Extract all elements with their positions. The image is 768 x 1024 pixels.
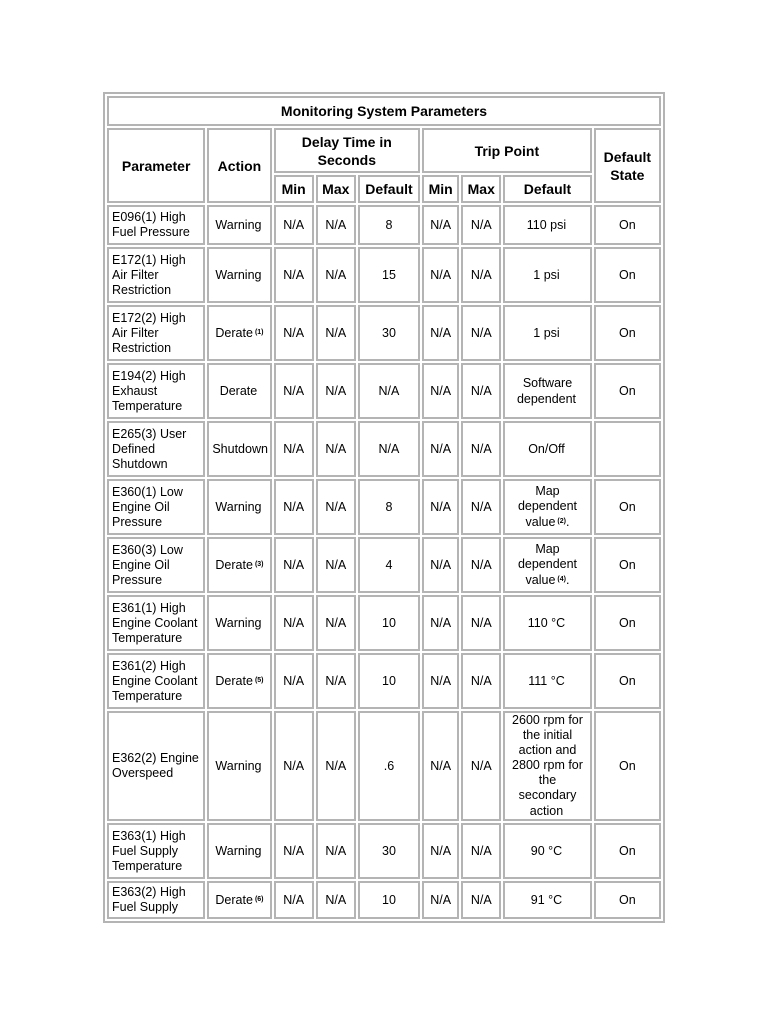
trip-default-text: 111 °C [528,674,565,688]
delay-max-cell: N/A [316,823,356,879]
delay-default-cell: 10 [358,595,420,651]
parameter-cell: E363(2) High Fuel Supply [107,881,205,919]
action-cell [207,421,271,477]
trip-min-cell: N/A [422,881,459,919]
delay-max-cell: N/A [316,537,356,593]
default-state-cell: On [594,653,661,709]
trip-default-cell [503,421,591,477]
trip-default-cell [503,653,591,709]
action-text: Warning [215,616,262,630]
delay-min-cell: N/A [274,881,314,919]
delay-default-cell: N/A [358,421,420,477]
table-row [107,711,661,821]
header-trip-min: Min [422,175,459,203]
header-trip-default: Default [503,175,591,203]
delay-max-cell: N/A [316,363,356,419]
trip-max-cell: N/A [461,363,501,419]
monitoring-parameters-table [103,92,665,923]
trip-default-cell [503,595,591,651]
parameter-cell: E172(1) High Air Filter Restriction [107,247,205,303]
action-text: Derate [215,893,253,907]
trip-max-cell: N/A [461,479,501,535]
table-row [107,205,661,245]
action-text: Shutdown [212,442,268,456]
trip-min-cell: N/A [422,247,459,303]
trip-min-cell: N/A [422,363,459,419]
trip-default-text: Map dependent value [517,542,578,587]
trip-min-cell: N/A [422,595,459,651]
delay-default-cell: .6 [358,711,420,821]
table-row [107,363,661,419]
trip-default-text: 110 °C [527,616,566,630]
delay-default-cell: 10 [358,653,420,709]
delay-default-cell: 4 [358,537,420,593]
header-trip-max: Max [461,175,501,203]
action-cell [207,363,271,419]
trip-default-cell [503,881,591,919]
trip-max-cell: N/A [461,305,501,361]
footnote-marker: (6) [254,896,264,903]
trip-max-cell: N/A [461,823,501,879]
trip-default-cell [503,205,591,245]
action-cell [207,537,271,593]
parameter-cell: E361(1) High Engine Coolant Temperature [107,595,205,651]
delay-max-cell: N/A [316,881,356,919]
trip-default-text: 91 °C [530,893,563,907]
document-page [103,92,665,923]
delay-min-cell: N/A [274,421,314,477]
default-state-cell: On [594,711,661,821]
trip-default-cell [503,305,591,361]
trip-max-cell: N/A [461,421,501,477]
delay-default-cell: 10 [358,881,420,919]
delay-min-cell: N/A [274,595,314,651]
delay-default-cell: 8 [358,205,420,245]
action-cell [207,305,271,361]
delay-max-cell: N/A [316,653,356,709]
trip-max-cell: N/A [461,711,501,821]
table-row [107,479,661,535]
action-text: Derate [215,674,253,688]
trip-min-cell: N/A [422,537,459,593]
action-cell [207,479,271,535]
trip-min-cell: N/A [422,711,459,821]
delay-default-cell: 30 [358,823,420,879]
header-delay-min: Min [274,175,314,203]
trip-default-text: 2600 rpm for the initial action and 2800 rpm for the secondary action [512,713,583,818]
header-action: Action [207,128,271,203]
parameter-cell: E194(2) High Exhaust Temperature [107,363,205,419]
trip-min-cell: N/A [422,653,459,709]
trip-default-text: 1 psi [533,326,560,340]
delay-min-cell: N/A [274,653,314,709]
trip-max-cell: N/A [461,537,501,593]
action-cell [207,711,271,821]
table-row [107,881,661,919]
trip-max-cell: N/A [461,881,501,919]
delay-min-cell: N/A [274,823,314,879]
trip-default-cell [503,711,591,821]
trip-default-text: 110 psi [526,218,567,232]
table-row [107,653,661,709]
trip-default-cell [503,247,591,303]
trip-default-cell [503,363,591,419]
footnote-marker: (5) [254,677,264,684]
delay-min-cell: N/A [274,537,314,593]
action-text: Warning [215,759,262,773]
header-default-state: Default State [594,128,661,203]
action-text: Warning [215,844,262,858]
action-cell [207,595,271,651]
header-parameter: Parameter [107,128,205,203]
table-row [107,247,661,303]
trip-min-cell: N/A [422,479,459,535]
default-state-cell: On [594,823,661,879]
delay-default-cell: 15 [358,247,420,303]
action-text: Warning [215,500,262,514]
parameter-cell: E360(3) Low Engine Oil Pressure [107,537,205,593]
delay-max-cell: N/A [316,247,356,303]
trip-default-text: Map dependent value [517,484,578,529]
table-title: Monitoring System Parameters [107,96,661,126]
action-cell [207,205,271,245]
delay-max-cell: N/A [316,711,356,821]
trip-default-cell [503,823,591,879]
table-row [107,421,661,477]
default-state-cell: On [594,881,661,919]
delay-min-cell: N/A [274,363,314,419]
default-state-cell: On [594,205,661,245]
action-text: Warning [215,218,262,232]
trip-max-cell: N/A [461,247,501,303]
trip-max-cell: N/A [461,653,501,709]
trip-min-cell: N/A [422,823,459,879]
action-text: Derate [215,558,253,572]
parameter-cell: E360(1) Low Engine Oil Pressure [107,479,205,535]
delay-min-cell: N/A [274,305,314,361]
header-delay-time: Delay Time in Seconds [274,128,421,173]
trip-min-cell: N/A [422,421,459,477]
table-row [107,305,661,361]
parameter-cell: E265(3) User Defined Shutdown [107,421,205,477]
delay-max-cell: N/A [316,305,356,361]
parameter-cell: E172(2) High Air Filter Restriction [107,305,205,361]
trip-default-text: 90 °C [530,844,563,858]
parameter-cell: E096(1) High Fuel Pressure [107,205,205,245]
trip-default-cell [503,479,591,535]
parameter-cell: E362(2) Engine Overspeed [107,711,205,821]
trip-max-cell: N/A [461,595,501,651]
delay-min-cell: N/A [274,205,314,245]
action-cell [207,653,271,709]
header-delay-max: Max [316,175,356,203]
trip-max-cell: N/A [461,205,501,245]
delay-min-cell: N/A [274,479,314,535]
parameter-cell: E361(2) High Engine Coolant Temperature [107,653,205,709]
action-cell [207,881,271,919]
footnote-marker: (1) [254,329,264,336]
table-row [107,537,661,593]
header-trip-point: Trip Point [422,128,592,173]
parameter-cell: E363(1) High Fuel Supply Temperature [107,823,205,879]
delay-min-cell: N/A [274,711,314,821]
trip-min-cell: N/A [422,205,459,245]
table-row [107,595,661,651]
delay-default-cell: N/A [358,363,420,419]
table-row [107,823,661,879]
trip-default-text: 1 psi [533,268,560,282]
action-text: Derate [215,326,253,340]
default-state-cell: On [594,363,661,419]
action-text: Warning [215,268,262,282]
default-state-cell: On [594,305,661,361]
delay-max-cell: N/A [316,421,356,477]
action-cell [207,247,271,303]
header-delay-default: Default [358,175,420,203]
footnote-marker: (4) [557,576,566,583]
footnote-marker: (3) [254,561,264,568]
footnote-marker: (2) [557,518,566,525]
trip-default-text: Software dependent [516,375,577,406]
default-state-cell: On [594,247,661,303]
delay-default-cell: 8 [358,479,420,535]
delay-max-cell: N/A [316,205,356,245]
delay-min-cell: N/A [274,247,314,303]
delay-max-cell: N/A [316,479,356,535]
default-state-cell: On [594,537,661,593]
delay-max-cell: N/A [316,595,356,651]
action-cell [207,823,271,879]
default-state-cell: On [594,479,661,535]
delay-default-cell: 30 [358,305,420,361]
trip-default-text: On/Off [528,442,565,456]
trip-default-cell [503,537,591,593]
default-state-cell [594,421,661,477]
trip-min-cell: N/A [422,305,459,361]
action-text: Derate [219,384,258,398]
trip-default-suffix: . [565,515,570,529]
trip-default-suffix: . [565,573,570,587]
default-state-cell: On [594,595,661,651]
